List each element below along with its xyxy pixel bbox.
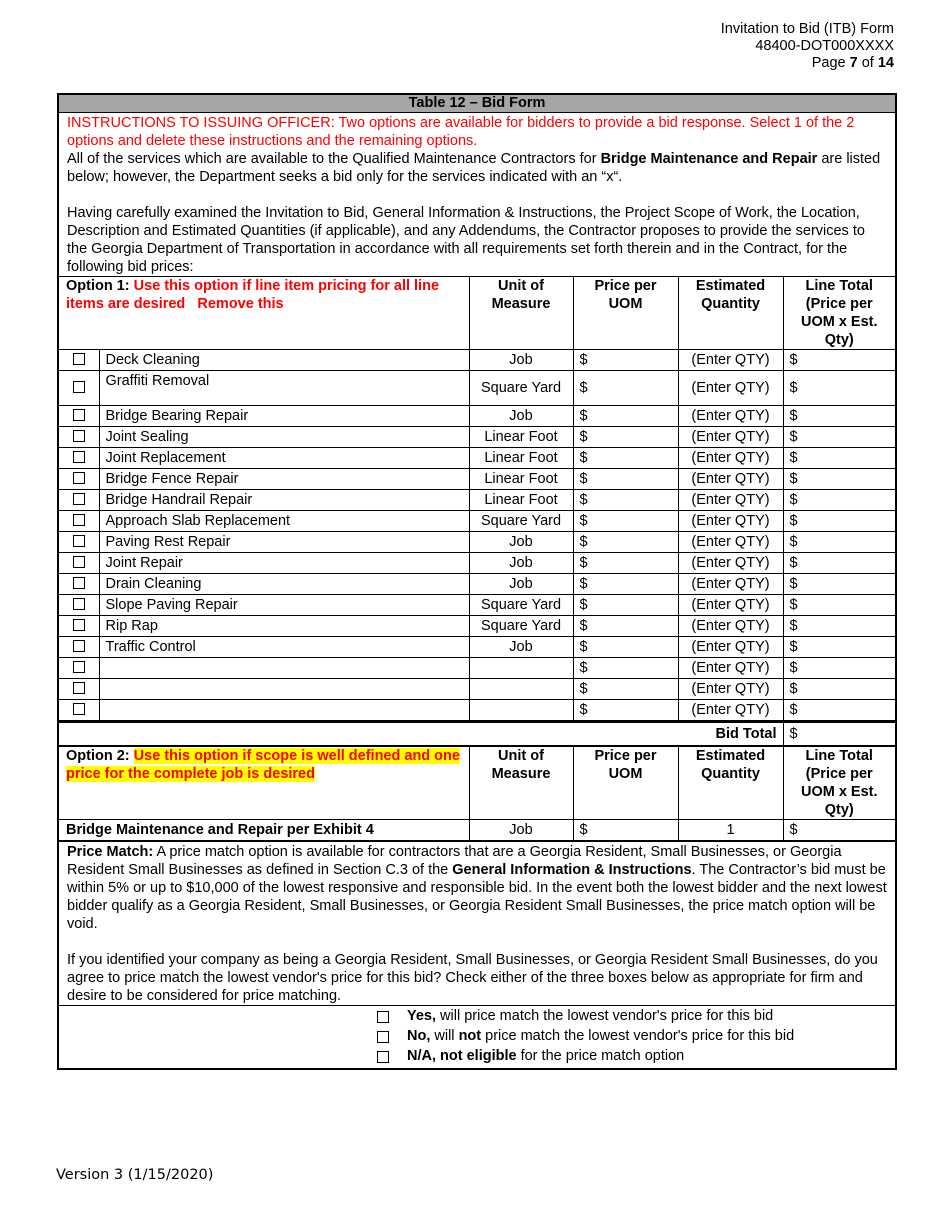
checkbox[interactable] (73, 703, 85, 715)
item-unit: Square Yard (469, 595, 573, 616)
row-checkbox-cell[interactable] (59, 532, 99, 553)
item-price[interactable]: $ (573, 350, 678, 371)
item-unit (469, 679, 573, 700)
item-qty[interactable]: (Enter QTY) (678, 532, 783, 553)
item-total[interactable]: $ (783, 616, 895, 637)
form-number: 48400-DOT000XXXX (755, 38, 894, 54)
total-header: Line Total (Price per UOM x Est. Qty) (783, 747, 895, 820)
item-name: Bridge Fence Repair (99, 469, 469, 490)
version-footer: Version 3 (1/15/2020) (56, 1167, 214, 1183)
item-qty[interactable]: (Enter QTY) (678, 574, 783, 595)
row-checkbox-cell[interactable] (59, 406, 99, 427)
item-name: Paving Rest Repair (99, 532, 469, 553)
item-name: Deck Cleaning (99, 350, 469, 371)
yes-label: Yes, will price match the lowest vendor's price for this bid (407, 1008, 774, 1024)
table-row (59, 658, 895, 679)
checkbox[interactable] (73, 619, 85, 631)
item-price[interactable]: $ (573, 553, 678, 574)
option2-label: Option 2: Use this option if scope is well defined and one price for the complete job is desired (59, 747, 469, 820)
item-name (99, 700, 469, 721)
item-total[interactable]: $ (783, 448, 895, 469)
checkbox[interactable] (73, 514, 85, 526)
item-unit: Linear Foot (469, 490, 573, 511)
row-checkbox-cell[interactable] (59, 469, 99, 490)
item-price[interactable]: $ (573, 595, 678, 616)
checkbox[interactable] (73, 493, 85, 505)
item-name: Bridge Handrail Repair (99, 490, 469, 511)
row-checkbox-cell[interactable] (59, 700, 99, 721)
item-price[interactable]: $ (573, 616, 678, 637)
total-header: Line Total (Price per UOM x Est. Qty) (783, 277, 895, 350)
page-number: Page 7 of 14 (811, 55, 894, 71)
row-checkbox-cell[interactable] (59, 427, 99, 448)
option2-header-row (59, 747, 895, 820)
item-total[interactable]: $ (783, 532, 895, 553)
table-row (59, 679, 895, 700)
checkbox[interactable] (73, 577, 85, 589)
item-total[interactable]: $ (783, 371, 895, 406)
item-price[interactable]: $ (573, 658, 678, 679)
item-qty[interactable]: (Enter QTY) (678, 350, 783, 371)
bid-total-value[interactable]: $ (783, 722, 895, 746)
price-match-section (59, 842, 895, 1006)
table-row (59, 371, 895, 406)
item-unit: Job (469, 532, 573, 553)
item-qty[interactable]: (Enter QTY) (678, 700, 783, 721)
price-match-text: Price Match: A price match option is available for contractors that are a Georgia Resident, Small Businesses, or Georgia Resident Small Businesses as defined in Section C.3 of the General Information & Instructions. The Contractor’s bid must be within 5% or up to $10,000 of the lowest responsive and responsible bid. In the event both the lowest bidder and the next lowest bidder qualify as a Georgia Resident, Small Businesses, or Georgia Resident Small Businesses, the price match option will be void. (67, 844, 887, 932)
item-total[interactable]: $ (783, 595, 895, 616)
item-price[interactable]: $ (573, 574, 678, 595)
row-checkbox-cell[interactable] (59, 511, 99, 532)
item-unit: Square Yard (469, 511, 573, 532)
choice-yes[interactable] (59, 1006, 895, 1026)
bid-total-row (59, 722, 895, 746)
na-checkbox[interactable] (377, 1051, 389, 1063)
qty-header: Estimated Quantity (678, 747, 783, 820)
choice-no[interactable] (59, 1026, 895, 1046)
unit-header: Unit of Measure (469, 747, 573, 820)
services-note: All of the services which are available to the Qualified Maintenance Contractors for Bridge Maintenance and Repair are listed below; however, the Department seeks a bid only for the services indicated with an “x“. (67, 151, 881, 185)
item-qty[interactable]: (Enter QTY) (678, 637, 783, 658)
price-match-question: If you identified your company as being a Georgia Resident, Small Businesses, or Georgia Resident Small Businesses, do you agree to price match the lowest vendor's price for this bid? Check either of the three boxes below as appropriate for firm and desire to be considered for price matching. (67, 952, 878, 1004)
row-checkbox-cell[interactable] (59, 553, 99, 574)
item-qty[interactable]: (Enter QTY) (678, 427, 783, 448)
item-total[interactable]: $ (783, 469, 895, 490)
officer-instructions: INSTRUCTIONS TO ISSUING OFFICER: Two options are available for bidders to provide a bid response. Select 1 of the 2 options and delete these instructions and the remaining options. (67, 115, 855, 149)
unit-header: Unit of Measure (469, 277, 573, 350)
item-price[interactable]: $ (573, 490, 678, 511)
item-total[interactable]: $ (783, 574, 895, 595)
row-checkbox-cell[interactable] (59, 595, 99, 616)
item-name: Bridge Bearing Repair (99, 406, 469, 427)
option2-item: Bridge Maintenance and Repair per Exhibit 4 (59, 820, 469, 842)
item-price[interactable]: $ (573, 427, 678, 448)
item-unit: Job (469, 406, 573, 427)
price-match-choices (59, 1006, 895, 1068)
row-checkbox-cell[interactable] (59, 574, 99, 595)
item-unit (469, 700, 573, 721)
bid-total-label: Bid Total (59, 722, 783, 746)
row-checkbox-cell[interactable] (59, 637, 99, 658)
item-price[interactable]: $ (573, 679, 678, 700)
item-unit: Job (469, 637, 573, 658)
item-name (99, 679, 469, 700)
checkbox[interactable] (73, 409, 85, 421)
checkbox[interactable] (73, 472, 85, 484)
no-checkbox[interactable] (377, 1031, 389, 1043)
item-name: Joint Repair (99, 553, 469, 574)
table-row (59, 448, 895, 469)
checkbox[interactable] (73, 598, 85, 610)
row-checkbox-cell[interactable] (59, 448, 99, 469)
item-qty[interactable]: (Enter QTY) (678, 553, 783, 574)
row-checkbox-cell[interactable] (59, 350, 99, 371)
item-qty[interactable]: (Enter QTY) (678, 658, 783, 679)
page-header (721, 21, 894, 72)
item-name: Traffic Control (99, 637, 469, 658)
option2-total[interactable]: $ (783, 820, 895, 842)
checkbox[interactable] (73, 682, 85, 694)
item-unit: Job (469, 350, 573, 371)
item-unit (469, 658, 573, 679)
table-row (59, 350, 895, 371)
item-total[interactable]: $ (783, 553, 895, 574)
table-row (59, 469, 895, 490)
table-row (59, 553, 895, 574)
row-checkbox-cell[interactable] (59, 658, 99, 679)
item-price[interactable]: $ (573, 406, 678, 427)
option2-price[interactable]: $ (573, 820, 678, 842)
option1-header-row (59, 277, 895, 350)
item-total[interactable]: $ (783, 427, 895, 448)
item-qty[interactable]: (Enter QTY) (678, 616, 783, 637)
item-price[interactable]: $ (573, 532, 678, 553)
checkbox[interactable] (73, 430, 85, 442)
choice-na[interactable] (59, 1046, 895, 1066)
row-checkbox-cell[interactable] (59, 616, 99, 637)
item-unit: Job (469, 553, 573, 574)
form-title: Invitation to Bid (ITB) Form (720, 21, 894, 37)
bid-form-table (57, 93, 897, 1070)
checkbox[interactable] (73, 353, 85, 365)
table-row (59, 700, 895, 721)
checkbox[interactable] (73, 381, 85, 393)
table-row (59, 511, 895, 532)
no-label: No, will not price match the lowest vendor's price for this bid (407, 1028, 795, 1044)
table-row (59, 532, 895, 553)
item-name: Graffiti Removal (99, 371, 469, 406)
table-row (59, 574, 895, 595)
item-total[interactable]: $ (783, 679, 895, 700)
item-qty[interactable]: (Enter QTY) (678, 371, 783, 406)
checkbox[interactable] (73, 451, 85, 463)
option2-row (59, 820, 895, 842)
item-qty[interactable]: (Enter QTY) (678, 511, 783, 532)
item-qty[interactable]: (Enter QTY) (678, 469, 783, 490)
na-label: N/A, not eligible for the price match option (407, 1048, 685, 1064)
item-unit: Linear Foot (469, 448, 573, 469)
item-qty[interactable]: (Enter QTY) (678, 448, 783, 469)
item-qty[interactable]: (Enter QTY) (678, 406, 783, 427)
item-total[interactable]: $ (783, 700, 895, 721)
item-qty[interactable]: (Enter QTY) (678, 679, 783, 700)
item-total[interactable]: $ (783, 637, 895, 658)
table-row (59, 595, 895, 616)
item-unit: Square Yard (469, 371, 573, 406)
item-unit: Linear Foot (469, 469, 573, 490)
checkbox[interactable] (73, 535, 85, 547)
proposal-text: Having carefully examined the Invitation to Bid, General Information & Instructions, the Project Scope of Work, the Location, Description and Estimated Quantities (if applicable), and any Addendums, the Contractor proposes to provide the services to the Georgia Department of Transportation in accordance with all requirements set forth therein and in the Contract, for the following bid prices: (67, 205, 865, 275)
table-row (59, 490, 895, 511)
item-qty[interactable]: (Enter QTY) (678, 595, 783, 616)
item-unit: Job (469, 574, 573, 595)
row-checkbox-cell[interactable] (59, 490, 99, 511)
checkbox[interactable] (73, 640, 85, 652)
item-price[interactable]: $ (573, 448, 678, 469)
item-name: Rip Rap (99, 616, 469, 637)
price-header: Price per UOM (573, 277, 678, 350)
item-price[interactable]: $ (573, 511, 678, 532)
item-name: Drain Cleaning (99, 574, 469, 595)
option1-table (59, 276, 895, 721)
item-price[interactable]: $ (573, 371, 678, 406)
qty-header: Estimated Quantity (678, 277, 783, 350)
item-name: Approach Slab Replacement (99, 511, 469, 532)
item-total[interactable]: $ (783, 511, 895, 532)
item-name: Joint Replacement (99, 448, 469, 469)
item-qty[interactable]: (Enter QTY) (678, 490, 783, 511)
item-name: Slope Paving Repair (99, 595, 469, 616)
table-title: Table 12 – Bid Form (59, 95, 895, 113)
item-total[interactable]: $ (783, 350, 895, 371)
item-price[interactable]: $ (573, 700, 678, 721)
item-total[interactable]: $ (783, 490, 895, 511)
option2-qty: 1 (678, 820, 783, 842)
instructions (59, 113, 895, 276)
item-total[interactable]: $ (783, 658, 895, 679)
option1-label: Option 1: Use this option if line item pricing for all line items are desired Remove this (59, 277, 469, 350)
table-row (59, 616, 895, 637)
item-price[interactable]: $ (573, 469, 678, 490)
table-row (59, 637, 895, 658)
option2-unit: Job (469, 820, 573, 842)
table-row (59, 406, 895, 427)
table-row (59, 427, 895, 448)
item-total[interactable]: $ (783, 406, 895, 427)
row-checkbox-cell[interactable] (59, 371, 99, 406)
checkbox[interactable] (73, 661, 85, 673)
option2-table (59, 747, 895, 842)
price-header: Price per UOM (573, 747, 678, 820)
item-price[interactable]: $ (573, 637, 678, 658)
item-name (99, 658, 469, 679)
bid-total-table (59, 721, 895, 747)
item-name: Joint Sealing (99, 427, 469, 448)
row-checkbox-cell[interactable] (59, 679, 99, 700)
checkbox[interactable] (73, 556, 85, 568)
item-unit: Linear Foot (469, 427, 573, 448)
yes-checkbox[interactable] (377, 1011, 389, 1023)
item-unit: Square Yard (469, 616, 573, 637)
